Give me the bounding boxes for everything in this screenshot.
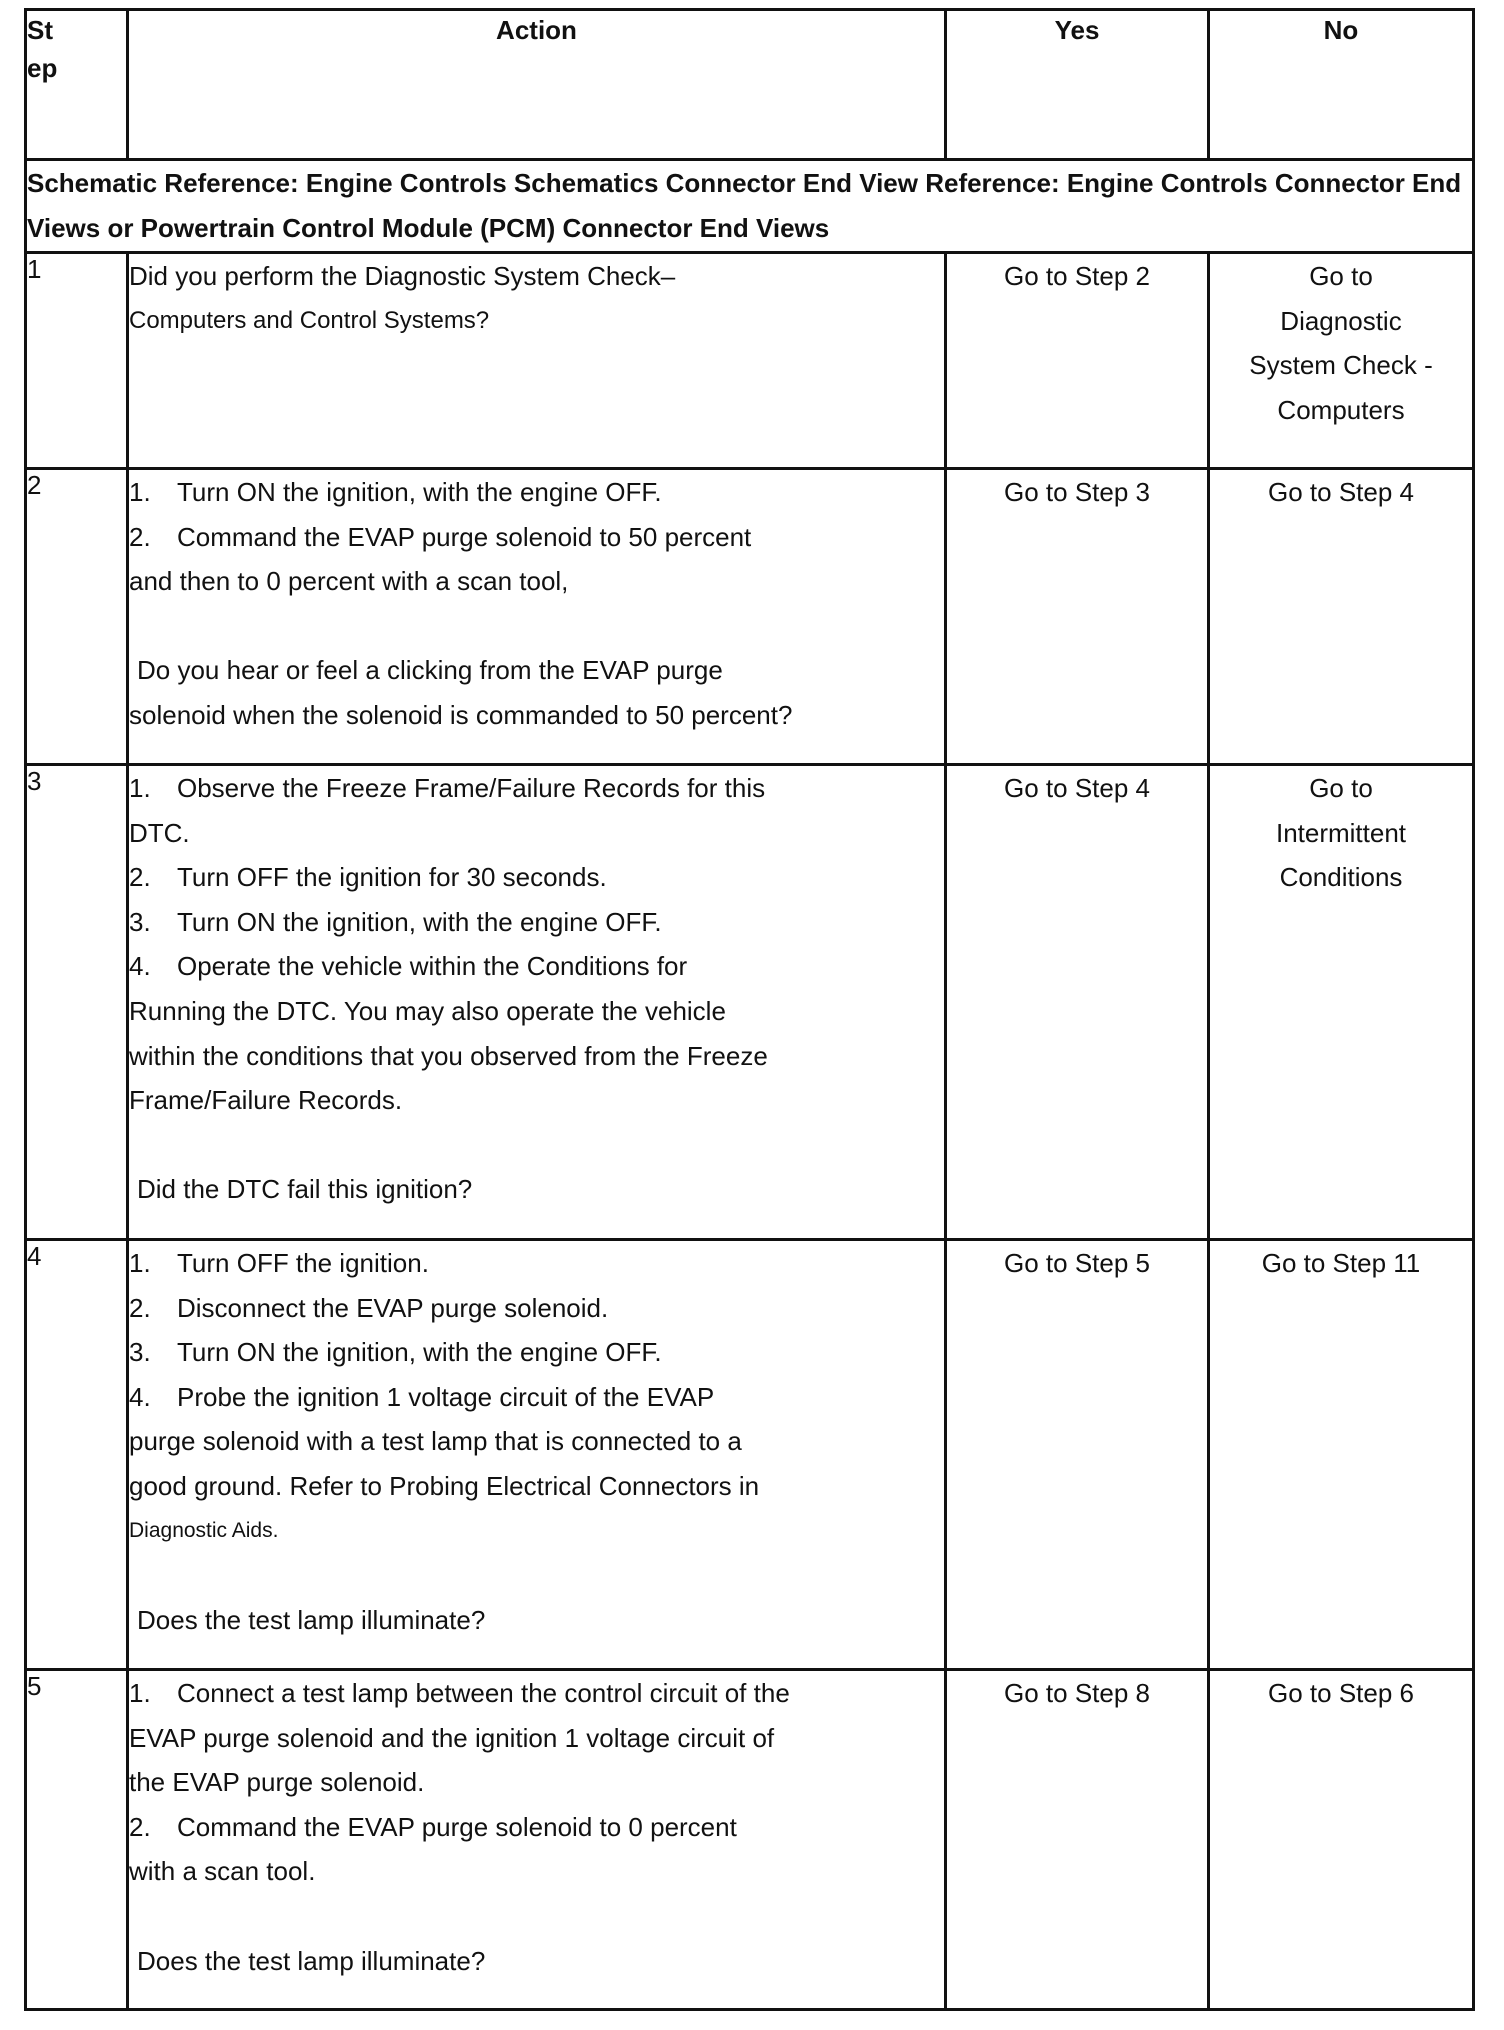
list-item-continued: and then to 0 percent with a scan tool, xyxy=(129,566,569,597)
step-number: 3 xyxy=(26,765,128,1240)
header-row xyxy=(26,10,1474,160)
list-item-continued: purge solenoid with a test lamp that is connected to a xyxy=(129,1426,742,1457)
list-item: 1. Turn ON the ignition, with the engine OFF. xyxy=(129,477,662,507)
table-row xyxy=(26,1670,1474,2010)
no-text: Computers xyxy=(1277,394,1405,425)
no-text: Intermittent xyxy=(1275,817,1407,848)
list-item: 3. Turn ON the ignition, with the engine OFF. xyxy=(129,1337,662,1368)
table-row xyxy=(26,1240,1474,1670)
action-cell xyxy=(128,1240,946,1670)
question-text: Does the test lamp illuminate? xyxy=(137,1945,486,1976)
action-text: Did you perform the Diagnostic System Check– xyxy=(129,261,676,291)
yes-cell: Go to Step 3 xyxy=(946,469,1209,765)
yes-cell: Go to Step 8 xyxy=(946,1670,1209,2010)
question-text: Did the DTC fail this ignition? xyxy=(137,1174,473,1205)
question-text: solenoid when the solenoid is commanded to 50 percent? xyxy=(129,699,793,730)
list-item-continued: EVAP purge solenoid and the ignition 1 voltage circuit of xyxy=(129,1722,775,1753)
action-cell xyxy=(128,765,946,1240)
step-number: 1 xyxy=(26,253,128,469)
table-row xyxy=(26,253,1474,469)
list-item-continued: DTC. xyxy=(129,817,190,848)
no-cell: Go to Step 11 xyxy=(1209,1240,1474,1670)
question-text: Does the test lamp illuminate? xyxy=(137,1604,486,1635)
action-cell xyxy=(128,469,946,765)
header-step-line2: ep xyxy=(27,53,58,83)
header-no: No xyxy=(1209,10,1474,160)
no-cell xyxy=(1209,253,1474,469)
no-text: Go to xyxy=(1309,261,1373,291)
step-number: 2 xyxy=(26,469,128,765)
yes-cell: Go to Step 4 xyxy=(946,765,1209,1240)
no-text: System Check - xyxy=(1249,350,1433,381)
table-row xyxy=(26,469,1474,765)
list-item: 2. Command the EVAP purge solenoid to 50 percent xyxy=(129,521,752,552)
list-item: 2. Turn OFF the ignition for 30 seconds. xyxy=(129,862,607,893)
yes-cell: Go to Step 5 xyxy=(946,1240,1209,1670)
list-item: 4. Probe the ignition 1 voltage circuit of the EVAP xyxy=(129,1381,715,1412)
action-cell xyxy=(128,1670,946,2010)
header-step-line1: St xyxy=(27,15,53,45)
list-item: 1. Observe the Freeze Frame/Failure Records for this xyxy=(129,773,766,803)
list-item-continued: with a scan tool. xyxy=(129,1856,316,1887)
header-action: Action xyxy=(128,10,946,160)
header-step xyxy=(26,10,128,160)
no-text: Diagnostic xyxy=(1280,305,1402,336)
list-item-continued: good ground. Refer to Probing Electrical Connectors in xyxy=(129,1470,760,1501)
table-row xyxy=(26,765,1474,1240)
list-item-continued: Frame/Failure Records. xyxy=(129,1085,403,1116)
list-item: 2. Disconnect the EVAP purge solenoid. xyxy=(129,1292,609,1323)
list-item: 3. Turn ON the ignition, with the engine OFF. xyxy=(129,906,662,937)
list-item-continued: Diagnostic Aids. xyxy=(129,1518,279,1542)
list-item: 4. Operate the vehicle within the Conditions for xyxy=(129,951,688,982)
step-number: 4 xyxy=(26,1240,128,1670)
list-item-continued: the EVAP purge solenoid. xyxy=(129,1767,425,1798)
list-item: 1. Turn OFF the ignition. xyxy=(129,1248,429,1278)
yes-cell: Go to Step 2 xyxy=(946,253,1209,469)
diagnostic-table xyxy=(24,8,1475,2011)
action-text: Computers and Control Systems? xyxy=(129,306,490,334)
list-item-continued: within the conditions that you observed from the Freeze xyxy=(129,1040,768,1071)
no-cell xyxy=(1209,765,1474,1240)
no-text: Go to xyxy=(1309,773,1373,803)
no-text: Conditions xyxy=(1279,862,1403,893)
schematic-row xyxy=(26,160,1474,253)
list-item-continued: Running the DTC. You may also operate the vehicle xyxy=(129,995,726,1026)
question-text: Do you hear or feel a clicking from the EVAP purge xyxy=(137,655,723,686)
schematic-reference: Schematic Reference: Engine Controls Schematics Connector End View Reference: Engine Controls Connector End Views or Powertrain Control Module (PCM) Connector End Views xyxy=(26,160,1474,253)
list-item: 2. Command the EVAP purge solenoid to 0 percent xyxy=(129,1811,737,1842)
no-cell: Go to Step 6 xyxy=(1209,1670,1474,2010)
no-cell: Go to Step 4 xyxy=(1209,469,1474,765)
action-cell xyxy=(128,253,946,469)
header-yes: Yes xyxy=(946,10,1209,160)
step-number: 5 xyxy=(26,1670,128,2010)
list-item: 1. Connect a test lamp between the control circuit of the xyxy=(129,1678,790,1708)
